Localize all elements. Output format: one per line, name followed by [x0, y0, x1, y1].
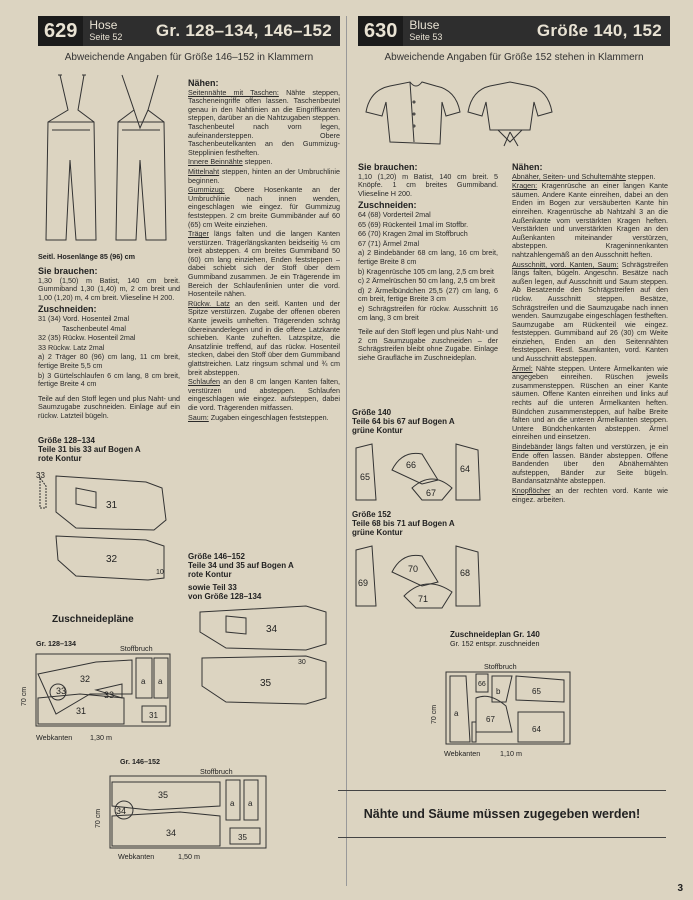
cutting-line: Taschenbeutel 4mal [62, 323, 126, 333]
cutting-plan-140 [431, 672, 576, 748]
fabric-length: 1,10 m [500, 749, 522, 758]
piece-label: a [158, 677, 163, 686]
sewing-step [512, 261, 668, 364]
fabric-length: 1,50 m [178, 852, 200, 861]
step-key: Seitennähte mit Taschen: [188, 87, 279, 97]
piece-label: 31 [106, 500, 118, 511]
cutting-plan-128 [21, 654, 176, 730]
blouse-illustration [360, 72, 560, 152]
left-materials [38, 264, 180, 422]
step-text: Kragenrüsche an einer langen Kante säumen. Andere Kante einreihen, dabei an den Enden im Bogen zur versäuberten Kante hin einreihen. Kragenrüsche ab Nahtzahl 3 an die Außenkante vom verstärkten Kragen heften. Verstärkten und unverstärkten Kragen an den Außenkanten miteinander verstürzen, absteppen. Krageninnenkanten nahtzahlengemäß an den Ausschnitt heften. [512, 181, 668, 259]
size-sheet: Teile 64 bis 67 auf Bogen A [352, 417, 455, 426]
piece-label: 33 [56, 686, 67, 696]
piece-label: 65 [532, 687, 541, 696]
piece-label: 33 [36, 471, 45, 480]
cutting-line: 32 (35) Rückw. Hosenteil 2mal [38, 333, 136, 343]
fabric-width: 70 cm [21, 686, 28, 706]
cutting-heading: Zuschneiden: [358, 200, 417, 211]
pattern-name [409, 19, 442, 43]
piece-label: 34 [166, 828, 177, 838]
piece-label: 68 [460, 568, 471, 578]
cutting-plan-146 [95, 776, 270, 852]
materials-text: 1,10 (1,20) m Batist, 140 cm breit. 5 Knöpfe. 1 cm breites Gummiband. Vlieseline H 200. [358, 171, 498, 198]
pieces-diagram-146 [196, 602, 336, 712]
cutting-line: 66 (70) Kragen 2mal im Stoffbruch [358, 229, 468, 239]
cutting-line: d) 2 Ärmelbündchen 25,5 (27) cm lang, 6 cm breit, fertige Breite 3 cm [358, 285, 498, 304]
step-key: Abnäher, Seiten- und Schulternähte [512, 171, 626, 181]
sewing-heading: Nähen: [512, 162, 543, 172]
size-range: Gr. 128–134, 146–152 [155, 21, 332, 40]
sewing-step [188, 158, 340, 167]
piece-label: a [141, 677, 146, 686]
selvedge: Webkanten [444, 749, 481, 758]
step-key: Bindebänder [512, 442, 553, 451]
sewing-heading: Nähen: [188, 78, 219, 88]
sewing-step [188, 89, 340, 158]
page-ref: Seite 52 [89, 32, 123, 42]
size-label-128 [38, 436, 141, 463]
size-sheet: Teile 68 bis 71 auf Bogen A [352, 519, 455, 528]
plan-size-128: Gr. 128–134 [36, 639, 76, 648]
right-sewing-instructions [512, 160, 668, 610]
size-title: Größe 146–152 [188, 552, 245, 561]
step-text: längs falten und die langen Kanten verstürzen. Trägerlängskanten beidseitig ½ cm breit absteppen. 4 cm breites Gummiband 50 (60) cm lang einziehen, Enden feststeppen – dabei schiebt sich der Stoff über dem Gummiband zusammen. Je ein Trägerende im Bereich der Schlaufenlinien unter die vord. Hosenteile nähen. [188, 229, 340, 299]
materials-heading: Sie brauchen: [38, 266, 98, 276]
piece-label: 64 [532, 725, 541, 734]
garment-name: Hose [89, 18, 118, 32]
cutting-line: 64 (68) Vorderteil 2mal [358, 209, 431, 219]
piece-label: 10 [156, 569, 164, 576]
fabric-fold: Stoffbruch [484, 662, 517, 671]
pattern-number: 630 [358, 16, 403, 46]
step-text: Nähte steppen, Tascheneingriffe offen lassen. Taschenbeutel genau in den Nahtlinien an die Eingriffkanten steppen, darüber an die Nahtzugaben steppen. Taschenbeutel nach vorn legen, aufeinandersteppen. Obere Taschenbeutelkanten an den Gummizug-Stepplinien festheften. [188, 87, 340, 157]
page-ref: Seite 53 [409, 32, 443, 42]
piece-label: 33 [104, 690, 115, 700]
step-key: Ausschnitt, vord. Kanten, Saum: [512, 259, 619, 269]
size-label-140 [352, 408, 455, 435]
pieces-diagram-128 [36, 468, 176, 588]
piece-label: 67 [486, 715, 495, 724]
pieces-diagram-152 [352, 542, 492, 612]
right-materials [358, 160, 498, 363]
size-sheet: Teile 34 und 35 auf Bogen A [188, 561, 294, 570]
step-text: an den seitl. Kanten und der Spitze verstürzen. Zugabe der offenen oberen Kante jeweils umheften. Trägerenden schräg übereinanderlegen und in die offene Latzkante schieben. Kante zuheften. Latzspitze, die Ansatzlinie treffend, auf das rückw. Hosenteil stecken, dabei den Stoff über dem Gummiband glattstreichen. Latz ringsum schmal und ¾ cm breit absteppen. [188, 298, 340, 377]
size-contour: rote Kontur [38, 454, 82, 463]
selvedge: Webkanten [36, 733, 73, 742]
size-label-152 [352, 510, 455, 537]
cutting-line: 33 Rückw. Latz 2mal [38, 342, 105, 352]
step-key: Ärmel: [512, 363, 533, 373]
right-subtitle: Abweichende Angaben für Größe 152 stehen in Klammern [384, 52, 644, 63]
fabric-fold: Stoffbruch [120, 644, 153, 653]
piece-label: 35 [158, 790, 169, 800]
piece-label: 31 [76, 706, 87, 716]
piece-label: 71 [418, 594, 429, 604]
sewing-step [188, 378, 340, 412]
column-divider [346, 16, 347, 886]
step-text: Schrägstreifen längs falten, bügeln. Angeschn. Besätze nach außen legen, auf Ausschnitt und Saum steppen. Ab Besatzende den Schrägstreifen auf den rückw. Ausschnitt steppen. Besätze, Schrägstreifen und die Saumzugabe nach innen wenden. Saumzugabe eingeschlagen festheften. Saumzugabe am Rückenteil wie eingez. feststeppen. Gummiband auf 26 (30) cm Weite einziehen, Enden an den Seitennähten feststeppen. Restl. Saumkanten, vord. Kanten und Ausschnitt absteppen. [512, 259, 668, 364]
piece-label: 67 [426, 488, 437, 498]
step-key: Innere Beinnähte [188, 157, 243, 167]
step-key: Saum: [188, 412, 209, 422]
cutting-heading: Zuschneiden: [38, 304, 97, 315]
size-title: Größe 152 [352, 510, 392, 519]
step-key: Kragen: [512, 181, 538, 191]
size-label-146 [188, 552, 294, 601]
cutting-line: a) 2 Bindebänder 68 cm lang, 16 cm breit, fertige Breite 8 cm [358, 248, 498, 266]
piece-label: 32 [106, 554, 118, 565]
step-text: steppen. [242, 157, 273, 167]
step-text: an der rechten vord. Kante wie eingez. arbeiten. [512, 485, 668, 504]
page-number: 3 [677, 883, 683, 894]
piece-label: 35 [238, 833, 247, 842]
pattern-name [89, 19, 122, 43]
step-text: Nähte steppen. Untere Ärmelkanten wie angegeben einreihen. Rüschen jeweils zusammensteppen. Rüschen an einer Kante säumen. Offene Kanten einreihen und links auf rechts auf die unteren Ärmelkanten heften. Bündchen zusammensteppen, auf halbe Breite falten und an die unteren Ärmelkanten steppen. Untere Bündchenkanten absteppen. Ärmel einreihen und einsetzen. [512, 363, 668, 442]
layout-instructions: Teile auf den Stoff legen und plus Naht- und Saumzugabe zuschneiden. Einlage auf ein rückw. Latzteil bügeln. [38, 393, 180, 420]
piece-label: 66 [478, 681, 486, 688]
step-text: steppen, hinten an der Umbruchlinie beginnen. [188, 166, 340, 185]
cutting-line: c) 2 Ärmelrüschen 50 cm lang, 2,5 cm breit [358, 276, 496, 286]
pattern-number: 629 [38, 16, 83, 46]
piece-label: a [230, 799, 235, 808]
piece-label: 34 [116, 806, 127, 816]
piece-label: 65 [360, 472, 371, 482]
step-key: Knopflöcher [512, 485, 551, 495]
piece-label: 34 [266, 624, 278, 635]
also-size: von Größe 128–134 [188, 592, 262, 601]
size-contour: grüne Kontur [352, 426, 403, 435]
size-contour: rote Kontur [188, 570, 232, 579]
piece-label: 70 [408, 564, 419, 574]
sewing-step [188, 186, 340, 229]
sewing-step [188, 168, 340, 185]
sewing-step [188, 300, 340, 377]
pieces-diagram-140 [352, 440, 492, 506]
cutting-line: e) Schrägstreifen für rückw. Ausschnitt 16 cm lang, 3 cm breit [358, 303, 498, 322]
sewing-step [188, 414, 340, 423]
step-key: Rückw. Latz [188, 298, 230, 308]
size-contour: grüne Kontur [352, 528, 403, 537]
cutting-line: 65 (69) Rückenteil 1mal im Stoffbr. [358, 219, 469, 229]
left-sewing-instructions [188, 76, 340, 496]
piece-label: 32 [80, 674, 91, 684]
also-piece: sowie Teil 33 [188, 583, 237, 592]
fabric-width: 70 cm [431, 704, 438, 724]
step-text: längs falten und verstürzen, je ein Ende offen lassen. Bänder absteppen. Offene Bandenden über den Abnähernähten aufsteppen, Bänder zur Seite bügeln. Bandansatznähte absteppen. [512, 442, 668, 486]
sewing-step [512, 487, 668, 504]
sewing-step [512, 173, 668, 182]
seam-allowance-notice: Nähte und Säume müssen zugegeben werden! [338, 790, 666, 838]
step-text: an den 8 cm langen Kanten falten, verstürzen und absteppen. Schlaufen eingeschlagen wie eingez. aufsteppen, dabei die vord. Trägerenden mitfassen. [188, 377, 340, 412]
cutting-line: b) Kragenrüsche 105 cm lang, 2,5 cm breit [358, 266, 494, 276]
materials-heading: Sie brauchen: [358, 162, 418, 172]
size-title: Größe 140 [352, 408, 392, 417]
step-text: Zugaben eingeschlagen feststeppen. [208, 412, 329, 422]
sewing-step [512, 365, 668, 442]
selvedge: Webkanten [118, 852, 155, 861]
size-sheet: Teile 31 bis 33 auf Bogen A [38, 445, 141, 454]
cutting-line: a) 2 Träger 80 (96) cm lang, 11 cm breit, fertige Breite 5,5 cm [38, 352, 180, 370]
sewing-step [188, 230, 340, 299]
piece-label: 30 [298, 659, 306, 666]
cutting-line: 67 (71) Ärmel 2mal [358, 238, 420, 248]
piece-label: 31 [149, 711, 158, 720]
size-range: Größe 140, 152 [536, 21, 662, 40]
header-630 [358, 16, 670, 46]
step-key: Schlaufen [188, 377, 220, 387]
right-plan-title: Zuschneideplan Gr. 140 [450, 630, 540, 639]
header-629 [38, 16, 340, 46]
step-key: Gummizug: [188, 185, 225, 195]
materials-text: 1,30 (1,50) m Batist, 140 cm breit. Gummiband 1,30 (1,40) m, 2 cm breit und 1,00 (1,20) m, 4 cm breit. Vlieseline H 200. [38, 275, 180, 302]
piece-label: 69 [358, 578, 369, 588]
sewing-step [512, 443, 668, 486]
size-title: Größe 128–134 [38, 436, 95, 445]
left-subtitle: Abweichende Angaben für Größe 146–152 in Klammern [64, 52, 314, 63]
layout-instructions: Teile auf den Stoff legen und plus Naht- und 2 cm Saumzugabe zuschneiden – der Schrägstreifen bleibt ohne Zugabe. Einlage siehe Graufläche im Zuschneideplan. [358, 327, 498, 362]
piece-label: 64 [460, 464, 471, 474]
piece-label: 66 [406, 460, 417, 470]
piece-label: a [248, 799, 253, 808]
fabric-length: 1,30 m [90, 733, 112, 742]
piece-label: b [496, 687, 501, 696]
cutting-plans-title: Zuschneidepläne [52, 614, 134, 625]
cutting-line: b) 3 Gürtelschlaufen 6 cm lang, 8 cm breit, fertige Breite 4 cm [38, 370, 180, 389]
fabric-width: 70 cm [95, 808, 102, 828]
piece-label: a [454, 709, 459, 718]
plan-size-146: Gr. 146–152 [120, 757, 160, 766]
cutting-line: 31 (34) Vord. Hosenteil 2mal [38, 313, 130, 323]
garment-name: Bluse [409, 18, 440, 32]
overalls-illustration [38, 70, 178, 250]
sewing-step [512, 182, 668, 259]
step-key: Träger [188, 229, 209, 239]
side-length: Seitl. Hosenlänge 85 (96) cm [38, 252, 136, 261]
step-key: Mittelnaht [188, 166, 220, 176]
right-plan-sub: Gr. 152 entspr. zuschneiden [450, 639, 540, 648]
step-text: steppen. [625, 171, 656, 181]
step-text: Obere Hosenkante an der Umbruchlinie nach innen wenden, eingeschlagen wie eingez. für Gummizug feststeppen. 2 cm breite Gummibänder auf 60 (65) cm Weite einziehen. [188, 185, 340, 229]
fabric-fold: Stoffbruch [200, 767, 233, 776]
piece-label: 35 [260, 678, 272, 689]
